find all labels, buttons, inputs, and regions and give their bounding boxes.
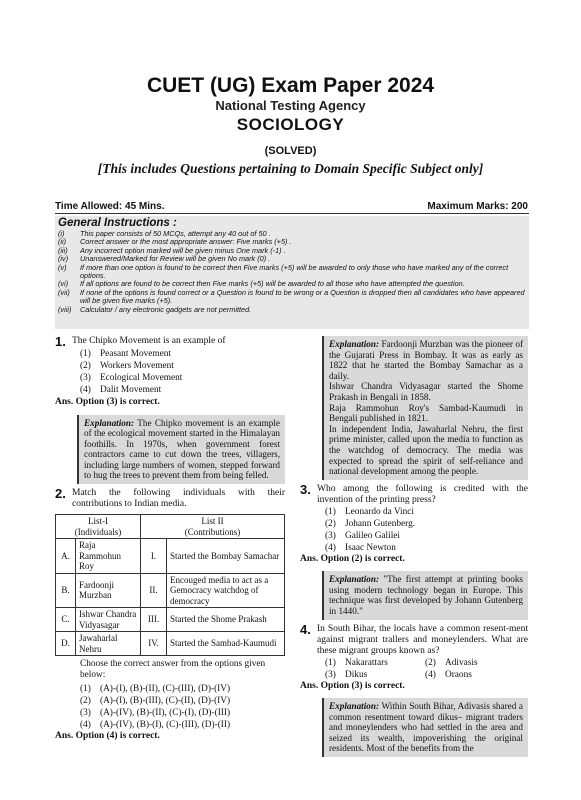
option-text: Nakarattars	[345, 657, 388, 668]
row-roman: II.	[141, 573, 167, 608]
option-number: (4)	[80, 720, 91, 731]
answer-line: Ans. Option (4) is correct.	[55, 731, 160, 742]
instruction-item	[58, 264, 526, 281]
instruction-number: (iii)	[58, 245, 68, 255]
question-number: 4.	[300, 621, 311, 637]
solved-label: (SOLVED)	[264, 145, 317, 157]
list-1-header	[56, 515, 141, 539]
option-text: Galileo Galilei	[345, 530, 400, 541]
row-letter: D.	[56, 632, 76, 656]
option-text: Johann Gutenberg.	[345, 518, 416, 529]
explanation-label: Explanation:	[329, 574, 380, 585]
option	[325, 669, 425, 681]
contribution-cell: Started the Shome Prakash	[167, 608, 285, 632]
individual-cell: Jawaharlal Nehru	[76, 632, 141, 656]
option	[300, 542, 528, 554]
explanation-box	[322, 571, 528, 619]
question-number: 1.	[55, 334, 66, 349]
option	[425, 657, 525, 669]
instruction-number: (vii)	[58, 287, 70, 297]
question-2	[55, 488, 285, 510]
explanation-text: "The first attempt at printing books using modern technology began in Europe. This technique was first developed by Johann Gutenberg in 1440."	[329, 574, 524, 616]
option	[55, 707, 285, 719]
explanation-text: The Chipko movement is an example of the ecological movement started in the Himalayan foothills. In 1970s, when government forest contractors came to cut down the trees, villagers, including large numbers of women, stepped forward to hug the trees to prevent them from being felled.	[84, 417, 280, 481]
row-roman: I.	[141, 539, 167, 574]
option-number: (3)	[325, 669, 336, 680]
table-row	[56, 573, 285, 608]
option-text: Isaac Newton	[345, 542, 396, 553]
choose-instruction: Choose the correct answer from the options given below:	[80, 659, 266, 681]
list-2-header	[141, 515, 285, 539]
option	[300, 506, 528, 518]
question-number: 3.	[300, 481, 311, 497]
instruction-number: (i)	[58, 229, 65, 238]
option-number: (2)	[325, 518, 336, 529]
individual-cell: Ishwar Chandra Vidyasagar	[76, 608, 141, 632]
instruction-number: (vi)	[58, 279, 69, 289]
instruction-text: Calculator / any electronic gadgets are not permitted.	[80, 304, 252, 314]
question-text: The Chipko Movement is an example of	[72, 336, 226, 346]
option	[300, 518, 528, 530]
option-row	[300, 657, 528, 669]
option-text: Leonardo da Vinci	[345, 506, 414, 517]
option	[55, 372, 285, 384]
table-row	[56, 632, 285, 656]
instruction-text: If more than one option is found to be correct then Five marks (+5) will be awarded to only those who have marked any of the correct options.	[80, 262, 509, 281]
explanation-box	[322, 336, 528, 480]
question-text: In South Bihar, the locals have a common resent-ment against migrant trallers and moneylenders. What are these migrant groups known as?	[317, 623, 528, 656]
explanation-box	[322, 698, 528, 757]
explanation-label: Explanation:	[84, 417, 135, 428]
instruction-number: (iv)	[58, 254, 69, 264]
option-number: (4)	[325, 542, 336, 553]
option-text: (A)-(I), (B)-(III), (C)-(II), (D)-(IV)	[100, 696, 231, 707]
option	[425, 669, 525, 681]
option-text: Ecological Movement	[100, 373, 183, 383]
option-text: Workers Movement	[100, 361, 174, 371]
contribution-cell: Started the Sambad-Kaumudi	[167, 632, 285, 656]
domain-note: [This includes Questions pertaining to Domain Specific Subject only]	[97, 161, 484, 176]
maximum-marks: Maximum Marks: 200	[427, 201, 528, 212]
option-number: (2)	[80, 361, 91, 371]
right-column	[300, 336, 528, 757]
explanation-text: Fardoonji Murzban was the pioneer of the Gujarati Press in Bombay. It was as early as 1822 that he started the Bombay Samachar as a daily.	[329, 339, 523, 381]
instruction-number: (v)	[58, 262, 67, 272]
explanation-paragraph: Raja Rammohun Roy's Sambad-Kaumudi in Bengali published in 1821.	[329, 402, 523, 424]
row-roman: III.	[141, 608, 167, 632]
table-header-row	[56, 515, 285, 539]
option-number: (3)	[325, 530, 336, 541]
option-number: (3)	[80, 373, 91, 383]
option	[55, 384, 285, 396]
left-column	[55, 336, 285, 743]
table-row	[56, 539, 285, 574]
table-row	[56, 608, 285, 632]
row-letter: A.	[56, 539, 76, 574]
list-1-title: List-I	[88, 516, 108, 527]
question-text: Who among the following is credited with the invention of the printing press?	[317, 483, 528, 505]
instruction-text: Any incorrect option marked will be given minus One mark (-1) .	[80, 245, 286, 255]
list-2-subtitle: (Contributions)	[184, 526, 241, 537]
contribution-cell: Encouged media to act as a Gemocracy watchdog of democracy	[167, 573, 285, 608]
explanation-paragraph: In independent India, Jawaharlal Nehru, the first prime minister, called upon the media to function as the watchdog of democracy. The media was expected to spread the spirit of self-reliance and national development among the people.	[329, 423, 523, 477]
row-roman: IV.	[141, 632, 167, 656]
option	[55, 348, 285, 360]
instruction-text: Correct answer or the most appropriate answer: Five marks (+5) .	[80, 237, 292, 247]
explanation-paragraph	[329, 339, 523, 381]
option-number: (2)	[80, 696, 91, 707]
instruction-text: If none of the options is found correct or a Question is found to be wrong or a Question is dropped then all candidates who have appeared will be given five marks (+5).	[80, 287, 525, 306]
row-letter: B.	[56, 573, 76, 608]
subject-heading: SOCIOLOGY	[236, 115, 345, 134]
instruction-item	[58, 289, 526, 306]
option	[55, 683, 285, 695]
explanation-box	[77, 415, 285, 485]
option-text: Oraons	[445, 669, 472, 680]
row-letter: C.	[56, 608, 76, 632]
question-3	[300, 481, 528, 506]
question-1	[55, 336, 285, 348]
option-number: (2)	[425, 657, 436, 668]
option	[55, 360, 285, 372]
instruction-item	[58, 306, 526, 314]
option-number: (1)	[325, 657, 336, 668]
time-allowed: Time Allowed: 45 Mins.	[55, 201, 165, 212]
option-text: Dalit Movement	[100, 385, 162, 395]
individual-cell: Fardoonji Murzban	[76, 573, 141, 608]
question-4	[300, 621, 528, 657]
option-text: Adivasis	[445, 657, 478, 668]
list-1-subtitle: (Individuals)	[74, 526, 122, 537]
header-divider	[55, 213, 529, 214]
agency-subtitle: National Testing Agency	[215, 98, 366, 113]
individual-cell: Raja Rammohun Roy	[76, 539, 141, 574]
option-number: (3)	[80, 708, 91, 719]
explanation-paragraph: Ishwar Chandra Vidyasagar started the Shome Prakash in Bengali in 1858.	[329, 381, 523, 402]
option-number: (4)	[80, 385, 91, 395]
answer-line: Ans. Option (3) is correct.	[55, 397, 160, 407]
page-title: CUET (UG) Exam Paper 2024	[146, 74, 435, 97]
option-text: Peasant Movement	[100, 349, 172, 359]
question-text: Match the following individuals with their contributions to Indian media.	[72, 488, 285, 510]
option	[55, 719, 285, 731]
option-row	[300, 669, 528, 681]
instruction-text: If all options are found to be correct then Five marks (+5) will be awarded to all those who have attempted the question.	[80, 279, 465, 289]
instruction-number: (ii)	[58, 237, 67, 247]
option-text: (A)-(IV), (B)-(II), (C)-(I), (D)-(III)	[100, 708, 231, 719]
general-instructions-box	[55, 216, 529, 329]
answer-line: Ans. Option (2) is correct.	[300, 553, 405, 564]
instruction-number: (viii)	[58, 304, 72, 314]
answer-line: Ans. Option (3) is correct.	[300, 680, 405, 691]
option	[300, 530, 528, 542]
option	[325, 657, 425, 669]
explanation-label: Explanation:	[329, 701, 380, 712]
option-text: (A)-(IV), (B)-(I), (C)-(III), (D)-(II)	[100, 720, 231, 731]
contribution-cell: Started the Bombay Samachar	[167, 539, 285, 574]
explanation-label: Explanation:	[329, 339, 380, 349]
question-number: 2.	[55, 486, 66, 502]
option-number: (1)	[80, 349, 91, 359]
option-text: (A)-(I), (B)-(II), (C)-(III), (D)-(IV)	[100, 684, 231, 695]
instruction-text: This paper consists of 50 MCQs, attempt any 40 out of 50 .	[80, 229, 271, 238]
explanation-text: Within South Bihar, Adivasis shared a common resentment toward dikus– migrant traders and moneylenders who had settled in the area and seized its wealth, impoverishing the original residents. Most of the benefits from the	[329, 701, 523, 754]
option-number: (1)	[325, 506, 336, 517]
option	[55, 695, 285, 707]
option-text: Dikus	[345, 669, 368, 680]
match-table	[55, 514, 285, 656]
list-2-title: List II	[201, 516, 224, 527]
instructions-heading: General Instructions :	[58, 217, 177, 229]
option-number: (1)	[80, 684, 91, 695]
option-number: (4)	[425, 669, 436, 680]
instruction-text: Unanswered/Marked for Review will be given No mark (0) .	[80, 254, 271, 264]
